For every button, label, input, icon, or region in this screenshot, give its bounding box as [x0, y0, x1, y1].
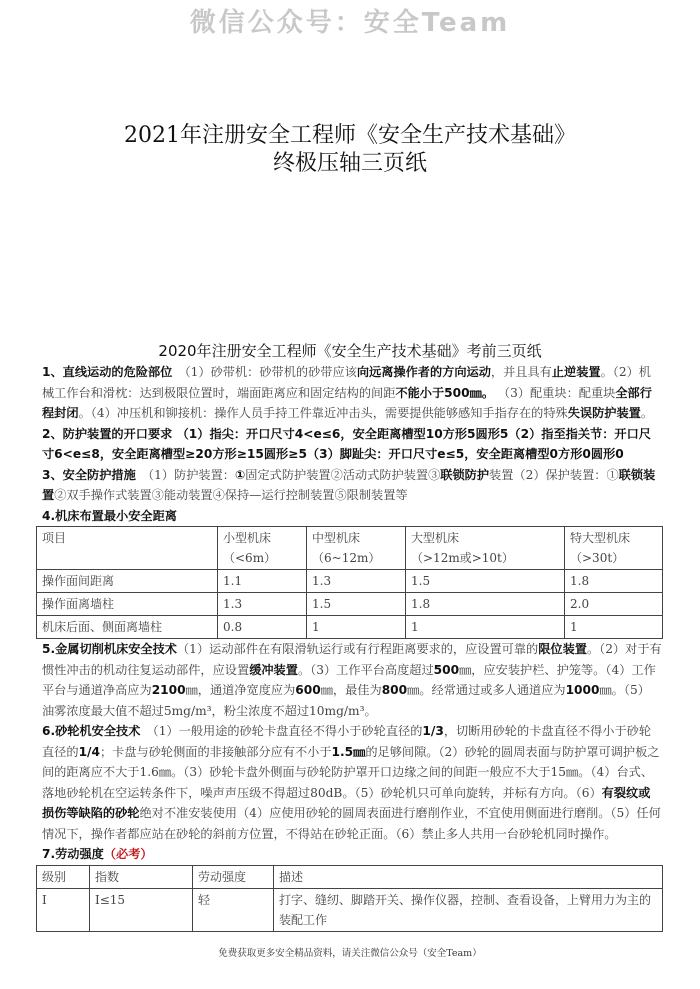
text: 装置（2）保护装置：① [489, 467, 619, 482]
table-cell: 1.3 [307, 570, 406, 593]
text: ㎜。经常通过或多人通道应为 [407, 683, 566, 697]
table1-heading: 4.机床布置最小安全距离 [42, 508, 177, 523]
emphasis-text: 1/3 [422, 724, 444, 738]
paragraph [42, 424, 662, 465]
text: ②双手操作式装置③能动装置④保持—运行控制装置⑤限制装置等 [54, 488, 408, 502]
table-row [37, 593, 663, 616]
text: （3）配重块：配重块 [494, 385, 616, 400]
table-cell: 1.5 [406, 570, 565, 593]
table-cell: 操作面间距离 [37, 570, 218, 593]
title-line-2: 终极压轴三页纸 [272, 151, 427, 176]
header-text: 特大型机床 [570, 531, 631, 545]
emphasis-text: 3、安全防护措施 [42, 467, 136, 482]
table-header-cell: 劳动强度 [193, 865, 274, 888]
heading-text: 7.劳动强度 [42, 847, 104, 861]
footer-note: 免费获取更多安全精品资料，请关注微信公众号（安全Team） [218, 948, 482, 959]
table-header-cell: 级别 [37, 865, 90, 888]
table-cell: 1.1 [218, 570, 307, 593]
emphasis-text: 限位装置 [538, 642, 587, 656]
text: 。 [640, 406, 654, 420]
text: ㎜，通道净宽度应为 [185, 683, 296, 697]
table-row [37, 888, 663, 931]
header-text: 大型机床 [411, 531, 460, 545]
paragraph [42, 639, 662, 721]
paragraph [42, 721, 662, 844]
machine-distance-table [36, 526, 663, 639]
header-sub: （>12m或>10t） [411, 551, 514, 565]
text: 。（2）机械工作台和滑枕：达到极限位置时，端面距离应和固定结构的间距 [42, 365, 651, 400]
sections-5-6 [42, 639, 662, 844]
emphasis-text: 止逆装置 [551, 365, 601, 379]
subtitle: 2020年注册安全工程师《安全生产技术基础》考前三页纸 [158, 342, 542, 360]
table-header-row [37, 527, 663, 570]
emphasis-text: 1000 [565, 683, 600, 697]
text: ，并且具有 [490, 365, 552, 379]
header-sub: （<6m） [223, 551, 277, 565]
header-text: 小型机床 [223, 531, 272, 545]
table-cell: 1.8 [406, 593, 565, 616]
table-header-cell: 指数 [90, 865, 193, 888]
table2-heading [42, 844, 662, 865]
emphasis-text: 2、防护装置的开口要求 （1）指尖：开口尺寸4<e≤6，安全距离槽型10方形5圆形5（2）指至指关节：开口尺寸6<e≤8，安全距离槽型≥20方形≥15圆形≥5（3）脚趾尖：开口尺寸e≤5，安全距离槽型0方形0圆形0 [42, 426, 651, 461]
table-header-cell [406, 527, 565, 570]
header-text: 项目 [42, 531, 67, 545]
emphasis-text: ① [234, 467, 246, 482]
table-cell: 1.3 [218, 593, 307, 616]
table-header-cell: 描述 [274, 865, 663, 888]
text: 。（2）对于有惯性冲击的机动往复运动部件，应设置 [42, 642, 662, 677]
table-cell: Ⅰ [37, 888, 90, 931]
table-cell: 1 [307, 616, 406, 639]
table-header-cell [218, 527, 307, 570]
text: 绝对不准安装使用（4）应使用砂轮的圆周表面进行磨削作业，不宜使用侧面进行磨削。（5）任何情况下，操作者都应站在砂轮的斜前方位置，不得站在砂轮正面。（6）禁止多人共用一台砂轮机同时操作。 [42, 806, 661, 841]
emphasis-text: 1.5㎜ [331, 744, 366, 759]
table-cell: 0.8 [218, 616, 307, 639]
emphasis-text: 1/4 [78, 744, 100, 759]
text: ㎜，应安装护栏、护笼等。（4）工作平台与通道净高应为 [42, 662, 656, 697]
table-cell: 打字、缝纫、脚踏开关、操作仪器，控制、查看设备，上臂用力为主的装配工作 [274, 888, 663, 931]
table-cell: 1.8 [565, 570, 663, 593]
emphasis-text: 向远离操作者的方向运动 [356, 365, 491, 379]
sections-1-3 [42, 362, 662, 506]
emphasis-text: 失误防护装置 [567, 406, 641, 420]
title-line-1: 2021年注册安全工程师《安全生产技术基础》 [124, 123, 576, 148]
emphasis-text: 联锁装置 [42, 467, 656, 502]
table-cell: 2.0 [565, 593, 663, 616]
text: ，切断用砂轮的卡盘直径不得小于砂轮直径的 [42, 724, 652, 759]
emphasis-text: 600 [295, 683, 321, 697]
paragraph [42, 362, 662, 424]
table-header-cell [37, 527, 218, 570]
header-text: 中型机床 [312, 531, 361, 545]
emphasis-text: 2100 [151, 683, 186, 697]
text: 固定式防护装置②活动式防护装置③ [245, 467, 441, 482]
table-cell: 操作面离墙柱 [37, 593, 218, 616]
labor-intensity-table [36, 865, 663, 932]
text: 的足够间隙。（2）砂轮的圆周表面与防护罩可调护板之间的距离应不大于1.6㎜。（3）砂轮卡盘外侧面与砂轮防护罩开口边缘之间的间距一般应不大于15㎜。（4）台式、落地砂轮机在空运转条件下，噪声声压级不得超过80dB。（5）砂轮机只可单向旋转，并标有方向。（6） [42, 744, 660, 800]
text: （1）防护装置： [135, 467, 235, 482]
table-cell: 机床后面、侧面离墙柱 [37, 616, 218, 639]
paragraph [42, 465, 662, 506]
text: ㎜。（5）油雾浓度最大值不超过5mg/m³，粉尘浓度不超过10mg/m³。 [42, 683, 650, 718]
emphasis-text: 联锁防护 [440, 467, 490, 482]
emphasis-text: 不能小于500㎜。 [395, 385, 495, 400]
emphasis-text: 500 [433, 662, 460, 677]
table-header-cell [307, 527, 406, 570]
table-row [37, 616, 663, 639]
emphasis-text: 800 [381, 683, 408, 697]
table-cell: 1 [406, 616, 565, 639]
table-cell: Ⅰ≤15 [90, 888, 193, 931]
text: ㎜，最佳为 [320, 683, 382, 697]
text: 。（4）冲压机和铆接机：操作人员手持工件靠近冲击头，需要提供能够感知手指存在的特殊 [78, 406, 568, 420]
watermark: 微信公众号：安全Team [189, 8, 511, 38]
table-cell: 轻 [193, 888, 274, 931]
table-row [37, 570, 663, 593]
table-cell: 1 [565, 616, 663, 639]
text: （1）运动部件在有限滑轨运行或有行程距离要求的，应设置可靠的 [177, 642, 539, 656]
table-header-row [37, 865, 663, 888]
document-body [42, 362, 662, 932]
table-cell: 1.5 [307, 593, 406, 616]
table-header-cell [565, 527, 663, 570]
emphasis-text: 缓冲装置 [249, 662, 298, 677]
emphasis-text: 1、直线运动的危险部位 [42, 365, 173, 379]
emphasis-text: 6.砂轮机安全技术 [42, 724, 141, 738]
text: （1）砂带机：砂带机的砂带应该 [172, 365, 357, 379]
must-test-note: （必考） [103, 847, 153, 861]
text: ；卡盘与砂轮侧面的非接触部分应有不小于 [99, 744, 332, 759]
header-sub: （6~12m） [312, 551, 381, 565]
emphasis-text: 全部行程封闭 [42, 385, 652, 420]
emphasis-text: 5.金属切削机床安全技术 [42, 642, 177, 656]
emphasis-text: 有裂纹或损伤等缺陷的砂轮 [42, 785, 651, 820]
header-sub: （>30t） [570, 551, 625, 565]
text: （1）一般用途的砂轮卡盘直径不得小于砂轮直径的 [140, 724, 423, 738]
text: 。（3）工作平台高度超过 [297, 662, 434, 677]
